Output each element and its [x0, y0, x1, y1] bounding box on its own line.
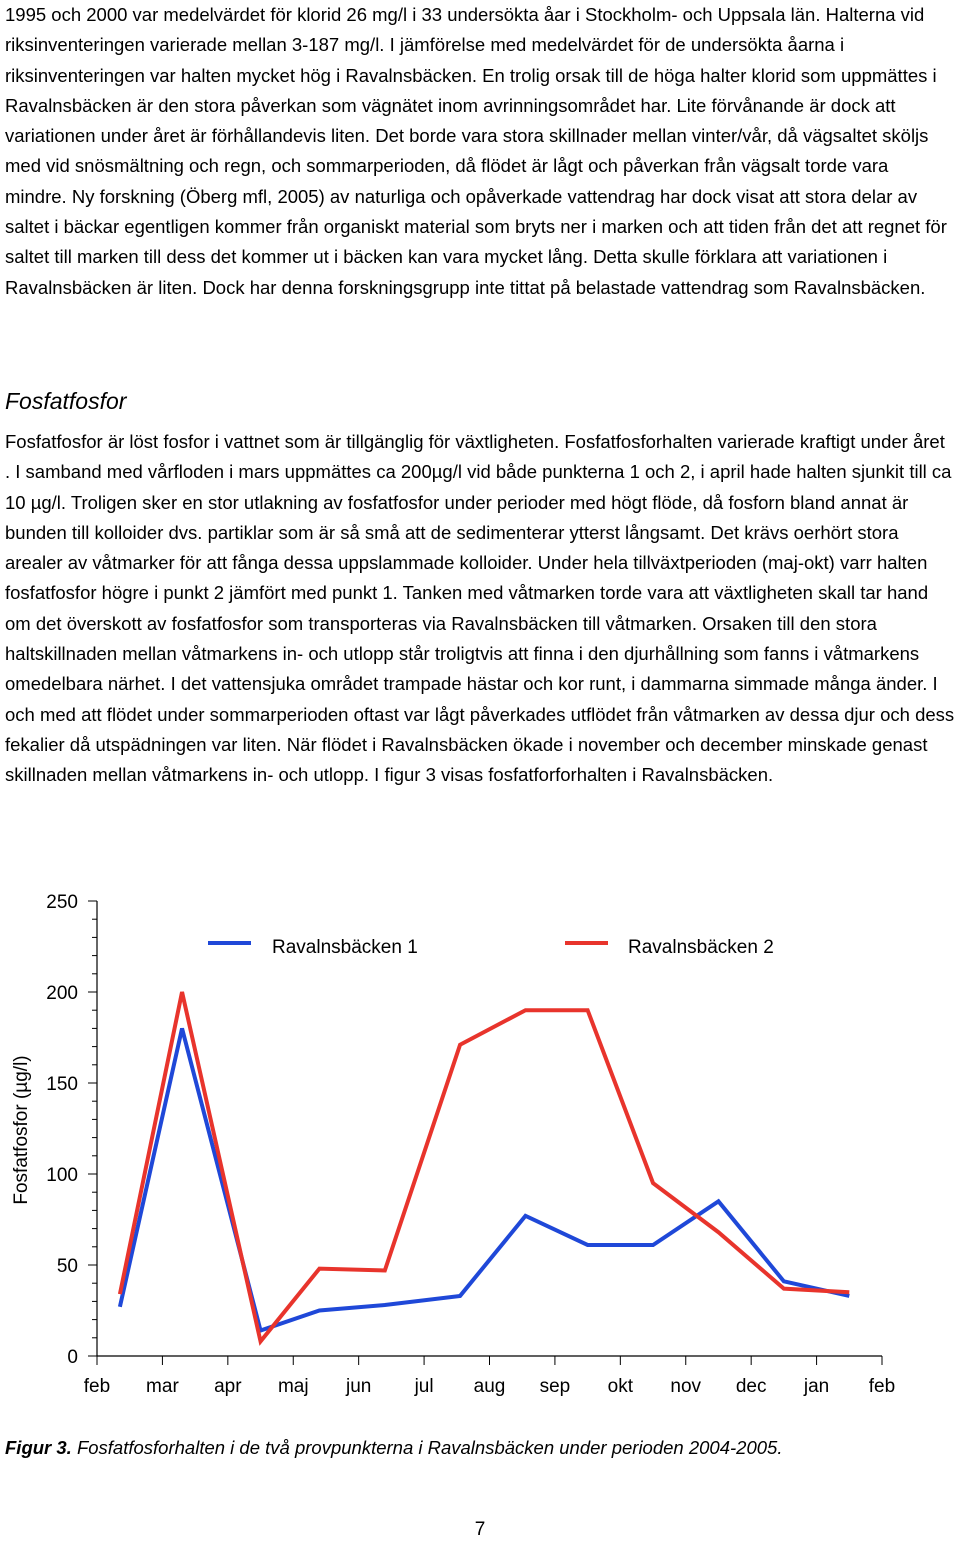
x-tick-label: okt: [607, 1376, 634, 1397]
series-lines: [120, 992, 849, 1341]
caption-text: Fosfatfosforhalten i de två provpunkterna i Ravalnsbäcken under perioden 2004-2005.: [71, 1437, 783, 1458]
x-ticks: [84, 1356, 895, 1397]
x-tick-label: sep: [539, 1376, 571, 1397]
legend-label-1: Ravalnsbäcken 1: [272, 937, 418, 958]
x-tick-label: jun: [345, 1376, 372, 1397]
x-tick-label: feb: [868, 1376, 896, 1397]
x-tick-label: jan: [803, 1376, 830, 1397]
phosphate-line-chart: [0, 880, 960, 1420]
body-paragraph-klorid: 1995 och 2000 var medelvärdet för klorid 26 mg/l i 33 undersökta åar i Stockholm- och Uppsala län. Halterna vid riksinventeringen varierade mellan 3-187 mg/l. I jämförelse med medelvärdet för de undersökta åarna i riksinventeringen var halten mycket hög i Ravalnsbäcken. En trolig orsak till de höga halter klorid som uppmättes i Ravalnsbäcken är den stora påverkan som vägnätet inom avrinningsområdet har. Lite förvånande är dock att variationen under året är förhållandevis liten. Det borde vara stora skillnader mellan vinter/vår, då vägsaltet sköljs med vid snösmältning och regn, och sommarperioden, då flödet är lågt och påverkan från vägsalt torde vara mindre. Ny forskning (Öberg mfl, 2005) av naturliga och opåverkade vattendrag har dock visat att stora delar av saltet i bäckar egentligen kommer från organiskt material som bryts ner i marken och att tiden från det att regnet för saltet till marken till dess det kommer ut i bäcken kan vara mycket lång. Detta skulle förklara att variationen i Ravalnsbäcken är liten. Dock har denna forskningsgrupp inte tittat på belastade vattendrag som Ravalnsbäcken.: [5, 4, 947, 298]
x-tick-label: aug: [473, 1376, 506, 1397]
page-number: 7: [474, 1519, 486, 1540]
x-tick-label: dec: [735, 1376, 767, 1397]
legend-label-2: Ravalnsbäcken 2: [628, 937, 774, 958]
body-paragraph-fosfatfosfor: Fosfatfosfor är löst fosfor i vattnet som är tillgänglig för växtligheten. Fosfatfosforhalten varierade kraftigt under året . I samband med vårfloden i mars uppmättes ca 200µg/l vid både punkterna 1 och 2, i april hade halten sjunkit till ca 10 µg/l. Troligen sker en stor utlakning av fosfatfosfor under perioder med högt flöde, då fosforn bland annat är bunden till kolloider dvs. partiklar som är så små att de sedimenterar ytterst långsamt. Det krävs oerhört stora arealer av våtmarker för att fånga dessa uppslammade kolloider. Under hela tillväxtperioden (maj-okt) varr halten fosfatfosfor högre i punkt 2 jämfört med punkt 1. Tanken med våtmarken torde vara att växtligheten skall tar hand om det överskott av fosfatfosfor som transporteras via Ravalnsbäcken till våtmarken. Orsaken till den stora haltskillnaden mellan våtmarkens in- och utlopp står troligtvis att finna i den djurhållning som fanns i våtmarkens omedelbara närhet. I det vattensjuka området trampade hästar och kor runt, i dammarna simmade många änder. I och med att flödet under sommarperioden oftast var lågt påverkades utflödet från våtmarken av dessa djur och dess fekalier då utspädningen var liten. När flödet i Ravalnsbäcken ökade i november och december minskade genast skillnaden mellan våtmarkens in- och utlopp. I figur 3 visas fosfatforforhalten i Ravalnsbäcken.: [5, 431, 955, 786]
section-heading: Fosfatfosfor: [5, 388, 127, 414]
x-tick-label: mar: [146, 1376, 179, 1397]
figure-caption: [5, 1437, 782, 1459]
x-tick-label: jul: [414, 1376, 434, 1397]
x-tick-label: nov: [670, 1376, 702, 1397]
x-tick-label: maj: [277, 1376, 309, 1397]
x-tick-label: apr: [214, 1376, 242, 1397]
x-tick-label: feb: [83, 1376, 111, 1397]
series-line-1: [120, 1028, 849, 1330]
y-tick-label: 150: [46, 1074, 78, 1095]
chart-legend: [208, 937, 774, 958]
y-tick-label: 100: [46, 1165, 78, 1186]
y-axis-label: Fosfatfosfor (µg/l): [11, 1055, 32, 1205]
series-line-2: [120, 992, 849, 1341]
caption-label: Figur 3.: [5, 1437, 72, 1458]
y-ticks: [46, 892, 97, 1368]
y-tick-label: 50: [56, 1256, 78, 1277]
y-tick-label: 200: [46, 983, 78, 1004]
y-tick-label: 0: [67, 1347, 78, 1368]
y-tick-label: 250: [46, 892, 78, 913]
